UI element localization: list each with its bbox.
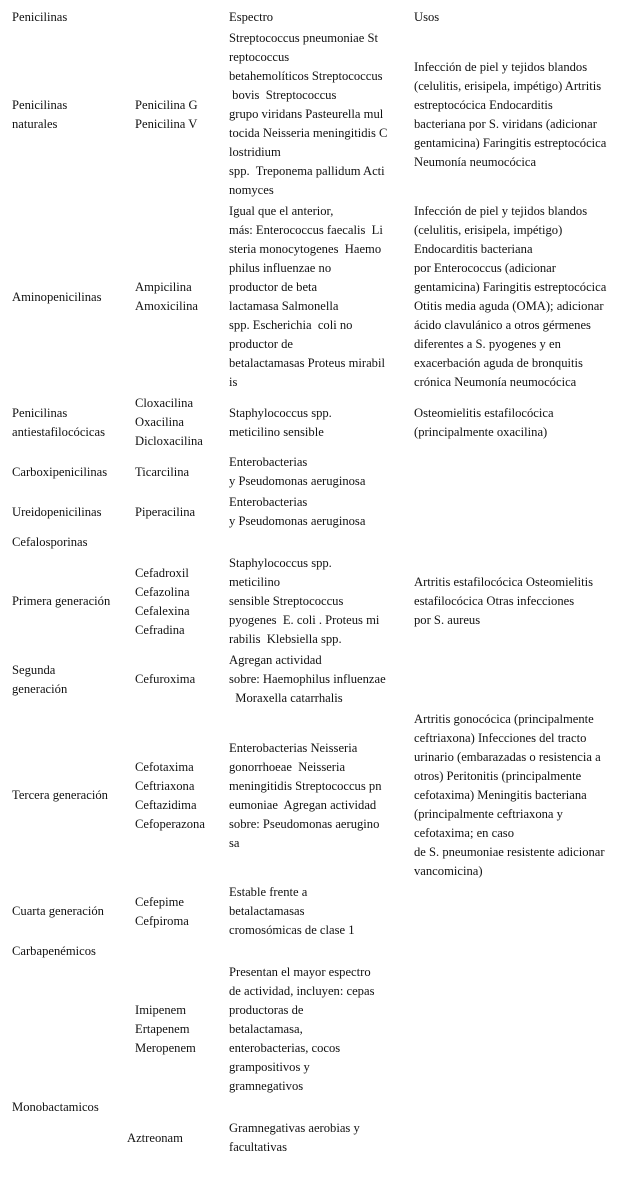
spectrum-cell: Staphylococcus spp. meticilino sensible Streptococcus pyogenes E. coli . Proteus mi rabilis Klebsiella spp.: [229, 556, 380, 646]
uses-cell: [414, 962, 644, 1097]
spectrum-cell: Agregan actividad sobre: Haemophilus influenzae Moraxella catarrhalis: [229, 653, 386, 705]
table-row: [12, 1097, 644, 1118]
table-header-row: [12, 7, 644, 28]
drugs-cell: Penicilina G Penicilina V: [135, 97, 198, 131]
header-uses: Usos: [414, 10, 440, 24]
uses-cell: [414, 492, 644, 532]
group-cell: [12, 1118, 135, 1158]
uses-cell: [414, 941, 644, 962]
group-cell: Carbapenémicos: [12, 944, 96, 958]
group-cell: Primera generación: [12, 594, 111, 608]
uses-cell: [414, 532, 644, 553]
spectrum-cell: Staphylococcus spp. meticilino sensible: [229, 405, 332, 439]
drugs-cell: Ticarcilina: [135, 464, 190, 479]
uses-cell: Artritis estafilocócica Osteomielitis estafilocócica Otras infecciones por S. aureus: [414, 575, 594, 627]
spectrum-cell: Streptococcus pneumoniae St reptococcus betahemolíticos Streptococcus bovis Streptococcus grupo viridans Pasteurella mul tocida Neisseria meningitidis C lostridium spp. Treponema pallidum Acti nomyces: [229, 31, 388, 197]
group-cell: Tercera generación: [12, 788, 108, 802]
spectrum-cell: [229, 941, 414, 962]
group-cell: Ureidopenicilinas: [12, 504, 102, 519]
table-row: [12, 962, 644, 1097]
spectrum-cell: Gramnegativas aerobias y facultativas: [229, 1121, 360, 1154]
table-row: [12, 28, 644, 201]
table-row: [12, 709, 644, 882]
group-cell: Monobactamicos: [12, 1100, 99, 1114]
table-row: [12, 1118, 644, 1158]
spectrum-cell: Estable frente a betalactamasas cromosómicas de clase 1: [229, 885, 355, 937]
drugs-cell: Cefuroxima: [135, 672, 196, 686]
table-row: [12, 532, 644, 553]
drugs-cell: Cloxacilina Oxacilina Dicloxacilina: [135, 396, 203, 448]
drugs-cell: Cefotaxima Ceftriaxona Ceftazidima Cefoperazona: [135, 759, 205, 831]
header-group: Penicilinas: [12, 10, 68, 24]
drugs-cell: Imipenem Ertapenem Meropenem: [135, 1003, 196, 1055]
spectrum-cell: [229, 1097, 414, 1118]
header-drug: [135, 7, 229, 28]
drugs-cell: Cefadroxil Cefazolina Cefalexina Cefradina: [135, 565, 190, 637]
uses-cell: Infección de piel y tejidos blandos (celulitis, erisipela, impétigo) Artritis estreptocócica Endocarditis bacteriana por S. viridans (adicionar gentamicina) Faringitis estreptocócica Neumonía neumocócica: [414, 59, 607, 169]
spectrum-cell: Igual que el anterior, más: Enterococcus faecalis Li steria monocytogenes Haemo philus influenzae no productor de beta lactamasa Salmonella spp. Escherichia coli no productor de betalactamasas Proteus mirabil is: [229, 204, 385, 389]
table-row: [12, 650, 644, 709]
table-row: [12, 492, 644, 532]
uses-cell: [414, 882, 644, 941]
group-cell: Segunda generación: [12, 662, 68, 696]
group-cell: [12, 962, 135, 1097]
uses-cell: [414, 650, 644, 709]
drugs-cell: [135, 941, 229, 962]
table-row: [12, 393, 644, 452]
table-row: [12, 452, 644, 492]
table-row: [12, 201, 644, 393]
spectrum-cell: Enterobacterias y Pseudomonas aeruginosa: [229, 455, 366, 488]
group-cell: Carboxipenicilinas: [12, 464, 108, 479]
drugs-cell: Cefepime Cefpiroma: [135, 894, 189, 928]
uses-cell: Infección de piel y tejidos blandos (celulitis, erisipela, impétigo) Endocarditis bacteriana por Enterococcus (adicionar gentamicina) Faringitis estreptocócica Otitis media aguda (OMA); adicionar ácido clavulánico a otros gérmenes diferentes a S. pyogenes y en exacerbación aguda de bronquitis crónica Neumonía neumocócica: [414, 204, 607, 389]
drugs-cell: [135, 1097, 229, 1118]
group-cell: Penicilinas naturales: [12, 97, 68, 131]
group-cell: Penicilinas antiestafilocócicas: [12, 405, 106, 439]
table-row: [12, 882, 644, 941]
antibiotics-table: [12, 7, 644, 1158]
spectrum-cell: [229, 532, 414, 553]
header-spectrum: Espectro: [229, 10, 274, 24]
spectrum-cell: Presentan el mayor espectro de actividad, incluyen: cepas productoras de betalactamasa, enterobacterias, cocos grampositivos y gramnegativos: [229, 965, 375, 1093]
drugs-cell: [127, 1118, 229, 1158]
group-cell: Cefalosporinas: [12, 535, 88, 549]
uses-cell: [414, 452, 644, 492]
spectrum-cell: Enterobacterias y Pseudomonas aeruginosa: [229, 495, 366, 528]
table-row: [12, 553, 644, 650]
group-cell: Aminopenicilinas: [12, 289, 102, 304]
drug-name: Aztreonam: [127, 1130, 183, 1145]
spectrum-cell: Enterobacterias Neisseria gonorrhoeae Neisseria meningitidis Streptococcus pn eumoniae Agregan actividad sobre: Pseudomonas aerugino sa: [229, 740, 382, 850]
uses-cell: [414, 1118, 644, 1158]
uses-cell: Osteomielitis estafilocócica (principalmente oxacilina): [414, 405, 554, 439]
uses-cell: Artritis gonocócica (principalmente ceftriaxona) Infecciones del tracto urinario (embarazadas o resistencia a otros) Peritonitis (principalmente cefotaxima) Meningitis bacteriana (principalmente ceftriaxona y cefotaxima; en caso de S. pneumoniae resistente adicionar vancomicina): [414, 712, 605, 878]
drugs-cell: Ampicilina Amoxicilina: [135, 280, 198, 313]
uses-cell: [414, 1097, 644, 1118]
table-row: [12, 941, 644, 962]
group-cell: Cuarta generación: [12, 904, 104, 918]
drugs-cell: [135, 532, 229, 553]
drugs-cell: Piperacilina: [135, 504, 196, 519]
